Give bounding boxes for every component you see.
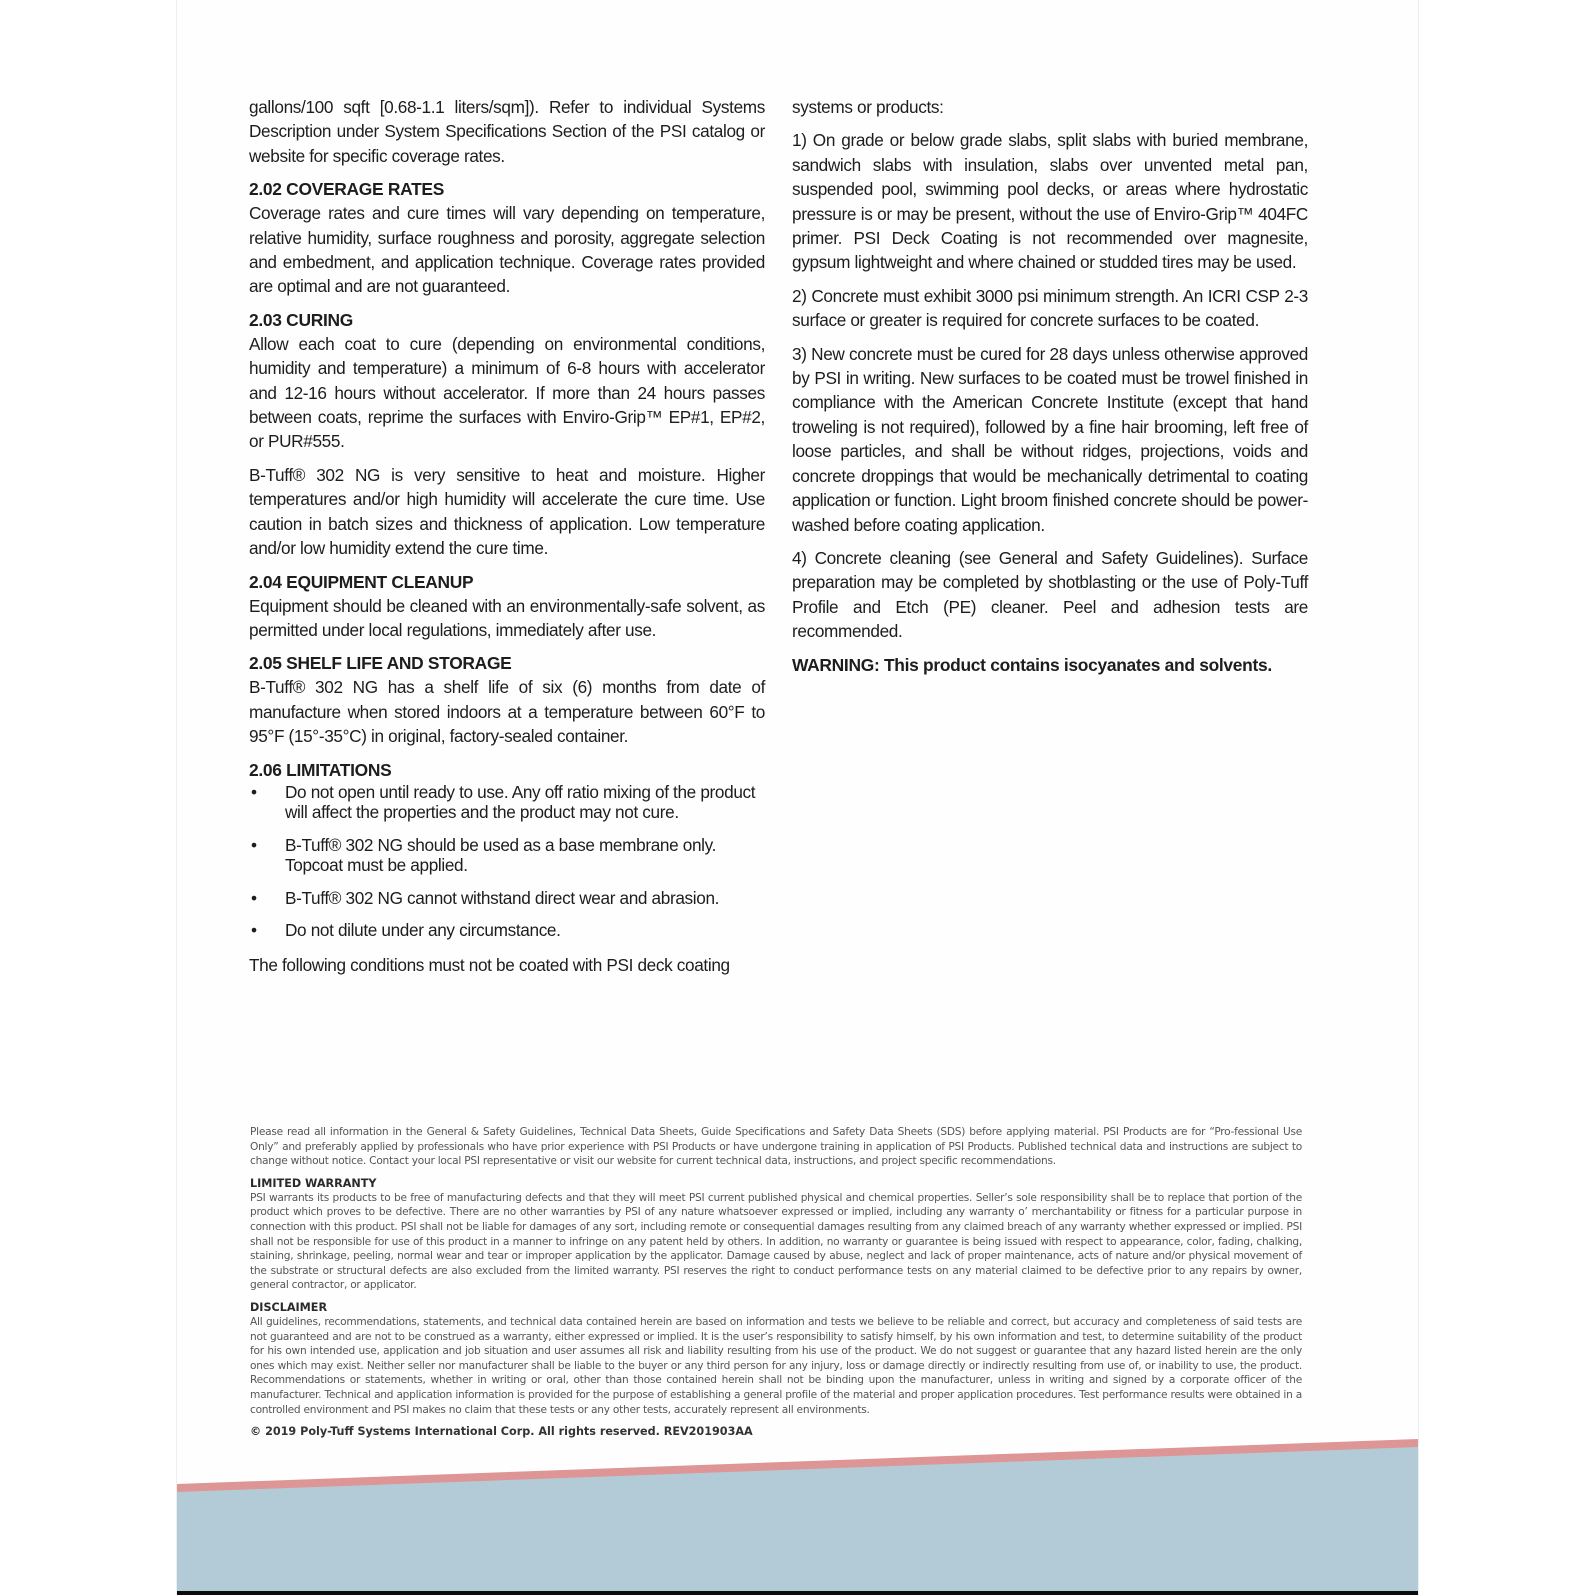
limitations-list <box>249 782 765 941</box>
general-notice-text: Please read all information in the General & Safety Guidelines, Technical Data Sheets, Guide Specifications and Safety Data Sheets (SDS) before applying material. PSI Products are for “Pro-fessional Use Only” and preferably applied by professionals who have prior experience with PSI Products or have undergone training in application of PSI Products. Published technical data and instructions are subject to change without notice. Contact your local PSI representative or visit our website for current technical data, instructions, and project specific recommendations. <box>250 1126 1302 1168</box>
condition-item-2: 2) Concrete must exhibit 3000 psi minimum strength. An ICRI CSP 2-3 surface or greater is required for concrete surfaces to be coated. <box>792 285 1308 331</box>
limitation-text: Do not open until ready to use. Any off ratio mixing of the product will affect the properties and the product may not cure. <box>285 781 756 823</box>
limitation-text: B-Tuff® 302 NG should be used as a base membrane only. Topcoat must be applied. <box>285 834 717 876</box>
limitation-item <box>249 835 765 876</box>
disclaimer-heading: DISCLAIMER <box>250 1300 328 1314</box>
curing-heading: 2.03 CURING <box>249 309 353 330</box>
shelf-life-text: B-Tuff® 302 NG has a shelf life of six (6) months from date of manufacture when stored indoors at a temperature between 60°F to 95°F (15°-35°C) in original, factory-sealed container. <box>249 677 765 747</box>
warning-text: WARNING: This product contains isocyanates and solvents. <box>792 654 1272 675</box>
continuation-text: systems or products: <box>792 97 944 117</box>
limited-warranty-text: PSI warrants its products to be free of manufacturing defects and that they will meet PSI current published physical and chemical properties. Seller’s sole responsibility shall be to replace that portion of the product which proves to be defective. There are no other warranties by PSI of any nature whatsoever expressed or implied, including any warranty o’ merchantability or fitness for a particular purpose in connection with this product. PSI shall not be liable for damages of any sort, including remote or consequential damages resulting from any claimed breach of any warranty whether expressed or implied. PSI shall not be responsible for use of this product in a manner to infringe on any patent held by others. In addition, no warranty or guarantee is being issued with respect to appearance, color, fading, chalking, staining, shrinkage, peeling, normal wear and tear or improper application by the applicator. Damage caused by abuse, neglect and lack of proper maintenance, acts of nature and/or physical movement of the substrate or structural defects are also excluded from the limited warranty. PSI reserves the right to conduct performance tests on any material claimed to be defective prior to any repairs by owner, general contractor, or applicator. <box>250 1191 1302 1292</box>
limited-warranty-heading: LIMITED WARRANTY <box>250 1176 377 1190</box>
limitations-heading: 2.06 LIMITATIONS <box>249 759 392 780</box>
condition-item-3: 3) New concrete must be cured for 28 days unless otherwise approved by PSI in writing. New surfaces to be coated must be trowel finished in compliance with the American Concrete Institute (except that hand troweling is not required), followed by a fine hair brooming, left free of loose particles, and shall be without ridges, projections, voids and concrete droppings that would be mechanically detrimental to coating application or function. Light broom finished concrete should be power-washed before coating application. <box>792 343 1308 535</box>
limitation-item <box>249 888 765 909</box>
bullet-icon: • <box>251 887 257 908</box>
limitation-text: Do not dilute under any circumstance. <box>285 920 561 941</box>
left-column <box>249 95 765 986</box>
equipment-cleanup-heading: 2.04 EQUIPMENT CLEANUP <box>249 571 474 592</box>
limitation-text: B-Tuff® 302 NG cannot withstand direct wear and abrasion. <box>285 887 720 908</box>
bullet-icon: • <box>251 920 257 941</box>
coverage-rates-text: Coverage rates and cure times will vary depending on temperature, relative humidity, surface roughness and porosity, aggregate selection and embedment, and application technique. Coverage rates provided are optimal and are not guaranteed. <box>249 203 765 297</box>
document-page <box>176 0 1419 1595</box>
coverage-intro-text: gallons/100 sqft [0.68-1.1 liters/sqm]). Refer to individual Systems Description under System Specifications Section of the PSI catalog or website for specific coverage rates. <box>249 97 765 166</box>
decorative-bottom-band <box>177 1400 1418 1595</box>
right-column <box>792 95 1308 686</box>
disclaimer-text: All guidelines, recommendations, statements, and technical data contained herein are based on information and tests we believe to be reliable and correct, but accuracy and completeness of said tests are not guaranteed and are not to be construed as a warranty, either expressed or implied. It is the user’s responsibility to satisfy himself, by his own information and test, to determine suitability of the product for his own intended use, application and job situation and user assumes all risk and liability resulting from his use of the product. We do not suggest or guarantee that any hazard listed herein are the only ones which may exist. Neither seller nor manufacturer shall be liable to the buyer or any third person for any injury, loss or damage directly or indirectly resulting from use of, or inability to use, the product. Recommendations or statements, whether in writing or oral, other than those contained herein shall not be binding upon the manufacturer, unless in writing and signed by a corporate officer of the manufacturer. Technical and application information is provided for the purpose of establishing a general profile of the material and proper application procedures. Test performance results were obtained in a controlled environment and PSI makes no claim that these tests or any other tests, accurately represent all environments. <box>250 1315 1302 1416</box>
copyright-text: © 2019 Poly-Tuff Systems International Corp. All rights reserved. REV201903AA <box>250 1425 753 1439</box>
following-conditions-text: The following conditions must not be coated with PSI deck coating <box>249 954 730 975</box>
legal-footer <box>250 1125 1302 1440</box>
coverage-rates-heading: 2.02 COVERAGE RATES <box>249 179 444 200</box>
curing-text: Allow each coat to cure (depending on environmental conditions, humidity and temperature) a minimum of 6-8 hours with accelerator and 12-16 hours without accelerator. If more than 24 hours passes between coats, reprime the surfaces with Enviro-Grip™ EP#1, EP#2, or PUR#555. <box>249 333 765 452</box>
condition-item-1: 1) On grade or below grade slabs, split slabs with buried membrane, sandwich slabs with insulation, slabs over unvented metal pan, suspended pool, swimming pool decks, or areas where hydrostatic pressure is or may be present, without the use of Enviro-Grip™ 404FC primer. PSI Deck Coating is not recommended over magnesite, gypsum lightweight and where chained or studded tires may be used. <box>792 130 1308 273</box>
shelf-life-heading: 2.05 SHELF LIFE AND STORAGE <box>249 653 512 674</box>
condition-item-4: 4) Concrete cleaning (see General and Safety Guidelines). Surface preparation may be completed by shotblasting or the use of Poly-Tuff Profile and Etch (PE) cleaner. Peel and adhesion tests are recommended. <box>792 547 1308 642</box>
limitation-item <box>249 782 765 823</box>
bottom-edge-bar <box>177 1591 1418 1595</box>
limitation-item <box>249 920 765 941</box>
bullet-icon: • <box>251 781 257 802</box>
equipment-cleanup-text: Equipment should be cleaned with an environmentally-safe solvent, as permitted under local regulations, immediately after use. <box>249 595 765 640</box>
curing-sensitivity-text: B-Tuff® 302 NG is very sensitive to heat and moisture. Higher temperatures and/or high humidity will accelerate the cure time. Use caution in batch sizes and thickness of application. Low temperature and/or low humidity extend the cure time. <box>249 464 765 559</box>
bullet-icon: • <box>251 834 257 855</box>
